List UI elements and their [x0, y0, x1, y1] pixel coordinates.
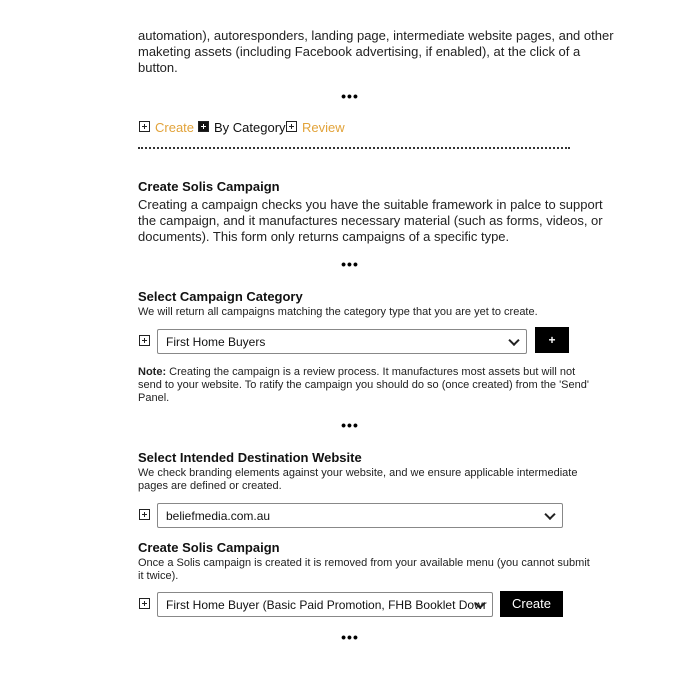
tab-create[interactable]: Create [155, 120, 195, 135]
plus-square-icon[interactable] [139, 598, 150, 609]
final-create-title: Create Solis Campaign [138, 540, 280, 555]
chevron-down-icon [544, 508, 555, 519]
create-campaign-text-3: documents). This form only returns campaigns of a specific type. [138, 229, 510, 244]
create-campaign-title: Create Solis Campaign [138, 179, 280, 194]
chevron-down-icon [508, 334, 519, 345]
intro-line-1: automation), autoresponders, landing page, intermediate website pages, and other [138, 28, 614, 43]
add-category-button[interactable]: + [535, 327, 569, 353]
note-label: Note: [138, 366, 167, 378]
destination-description-1: We check branding elements against your website, and we ensure applicable intermediate [138, 467, 578, 479]
final-create-description-1: Once a Solis campaign is created it is removed from your available menu (you cannot submit [138, 557, 590, 569]
tab-by-category[interactable]: By Category [214, 120, 286, 135]
section-separator-dots: ••• [341, 88, 359, 104]
plus-square-icon[interactable] [139, 509, 150, 520]
note-text: Creating the campaign is a review process. It manufactures most assets but will not [166, 366, 576, 378]
category-description: We will return all campaigns matching the category type that you are yet to create. [138, 306, 538, 318]
section-separator-dots: ••• [341, 256, 359, 272]
section-separator-dots: ••• [341, 629, 359, 645]
plus-square-icon[interactable] [286, 121, 297, 132]
intro-line-3: button. [138, 60, 178, 75]
campaign-select-value: First Home Buyer (Basic Paid Promotion, FHB Booklet Dowr [166, 598, 487, 612]
create-campaign-text-2: the campaign, and it manufactures necessary material (such as forms, videos, or [138, 213, 603, 228]
campaign-select[interactable] [157, 592, 493, 617]
category-note-line-3: Panel. [138, 392, 170, 404]
category-title: Select Campaign Category [138, 289, 303, 304]
category-select[interactable] [157, 329, 527, 354]
category-note-line-1 [138, 366, 575, 379]
plus-square-icon[interactable] [139, 121, 150, 132]
section-separator-dots: ••• [341, 417, 359, 433]
plus-square-icon[interactable] [139, 335, 150, 346]
create-button[interactable]: Create [500, 591, 563, 617]
category-note-line-2: send to your website. To ratify the campaign you should do so (once created) from the 'Send' [138, 379, 589, 391]
destination-select-value: beliefmedia.com.au [166, 509, 271, 523]
destination-title: Select Intended Destination Website [138, 450, 362, 465]
dotted-divider [138, 147, 570, 149]
create-campaign-text-1: Creating a campaign checks you have the suitable framework in palce to support [138, 197, 603, 212]
final-create-description-2: it twice). [138, 570, 179, 582]
destination-website-select[interactable] [157, 503, 563, 528]
destination-description-2: pages are defined or created. [138, 480, 282, 492]
tab-review[interactable]: Review [302, 120, 345, 135]
intro-line-2: maketing assets (including Facebook advertising, if enabled), at the click of a [138, 44, 581, 59]
category-select-value: First Home Buyers [166, 335, 266, 349]
plus-square-filled-icon[interactable] [198, 121, 209, 132]
